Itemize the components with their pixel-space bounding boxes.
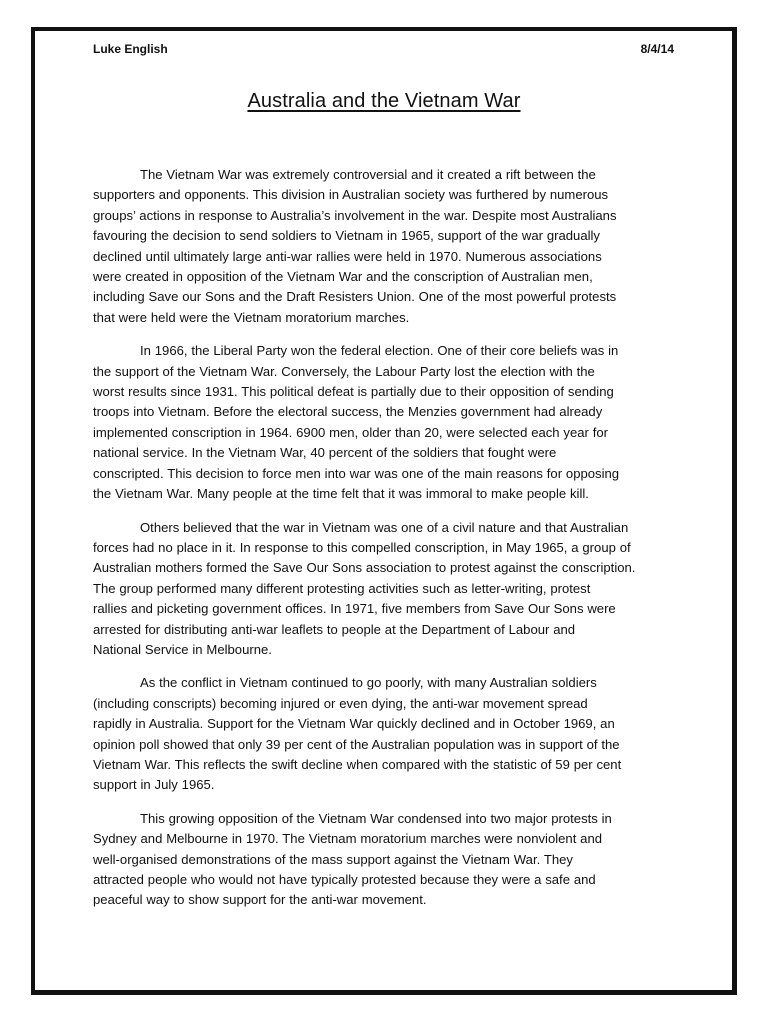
document-header bbox=[93, 42, 674, 62]
paragraph: The Vietnam War was extremely controversial and it created a rift between the supporters and opponents. This division in Australian society was furthered by numerous groups’ actions in response to Australia’s involvement in the war. Despite most Australians favouring the decision to send soldiers to Vietnam in 1965, support of the war gradually declined until ultimately large anti-war rallies were held in 1970. Numerous associations were created in opposition of the Vietnam War and the conscription of Australian men, including Save our Sons and the Draft Resisters Union. One of the most powerful protests that were held were the Vietnam moratorium marches. bbox=[93, 167, 617, 325]
document-date: 8/4/14 bbox=[640, 42, 674, 56]
paragraph: Others believed that the war in Vietnam was one of a civil nature and that Australian forces had no place in it. In response to this compelled conscription, in May 1965, a group of Australian mothers formed the Save Our Sons association to protest against the conscription. The group performed many different protesting activities such as letter-writing, protest rallies and picketing government offices. In 1971, five members from Save Our Sons were arrested for distributing anti-war leaflets to people at the Department of Labour and National Service in Melbourne. bbox=[93, 519, 636, 657]
paragraph: In 1966, the Liberal Party won the federal election. One of their core beliefs was in the support of the Vietnam War. Conversely, the Labour Party lost the election with the worst results since 1931. This political defeat is partially due to their opposition of sending troops into Vietnam. Before the electoral success, the Menzies government had already implemented conscription in 1964. 6900 men, older than 20, were selected each year for national service. In the Vietnam War, 40 percent of the soldiers that fought were conscripted. This decision to force men into war was one of the main reasons for opposing the Vietnam War. Many people at the time felt that it was immoral to make people kill. bbox=[93, 343, 620, 502]
document-title: Australia and the Vietnam War bbox=[247, 90, 521, 112]
paragraph: This growing opposition of the Vietnam War condensed into two major protests in Sydney and Melbourne in 1970. The Vietnam moratorium marches were nonviolent and well-organised demonstrations of the mass support against the Vietnam War. They attracted people who would not have typically protested because they were a safe and peaceful way to show support for the anti-war movement. bbox=[93, 810, 612, 908]
paragraph: As the conflict in Vietnam continued to go poorly, with many Australian soldiers (including conscripts) becoming injured or even dying, the anti-war movement spread rapidly in Australia. Support for the Vietnam War quickly declined and in October 1969, an opinion poll showed that only 39 per cent of the Australian population was in support of the Vietnam War. This reflects the swift decline when compared with the statistic of 59 per cent support in July 1965. bbox=[93, 675, 622, 793]
author-name: Luke English bbox=[93, 42, 168, 56]
document-body bbox=[93, 165, 684, 924]
